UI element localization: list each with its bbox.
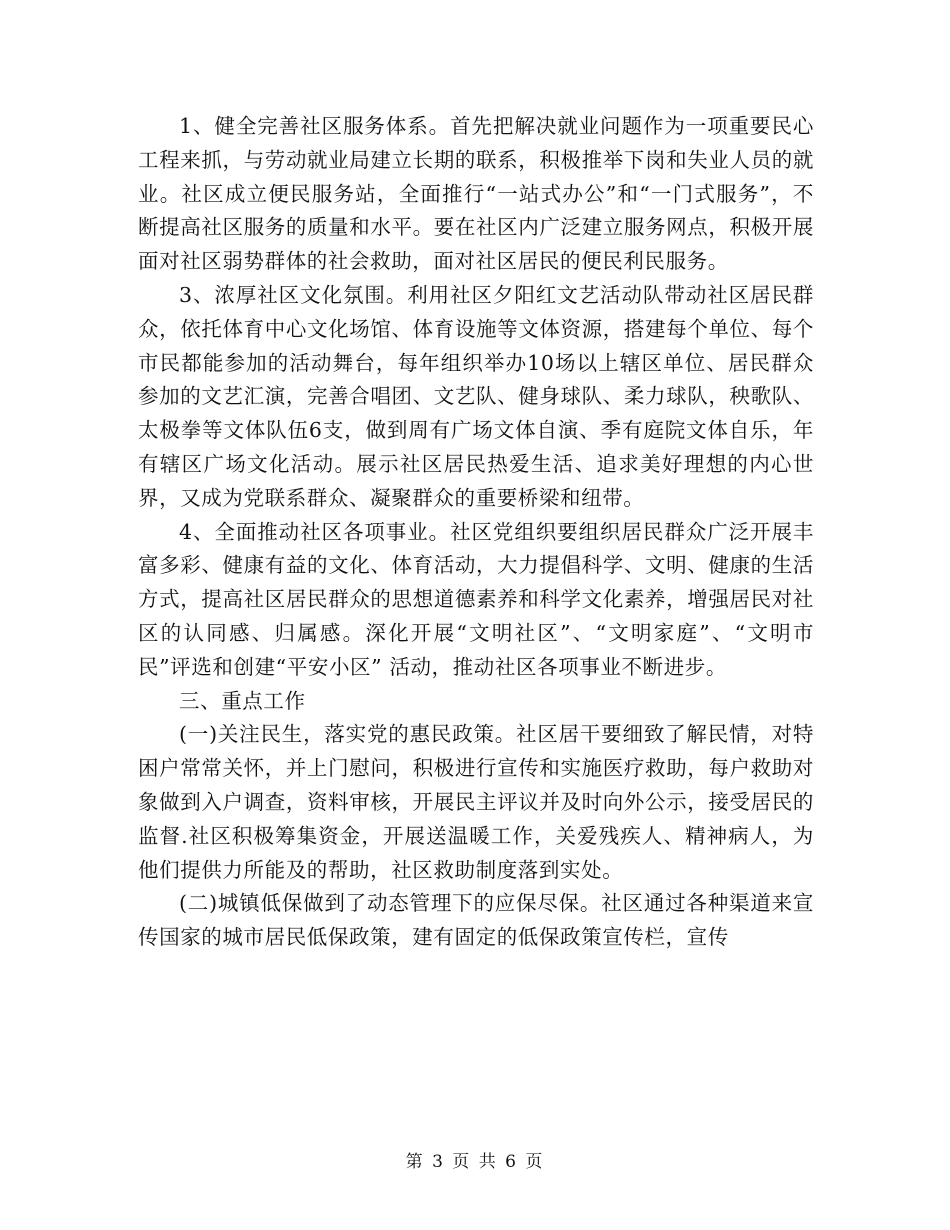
- section-heading-key-work: 三、重点工作: [179, 688, 306, 713]
- paragraph-livelihood: (一)关注民生，落实党的惠民政策。社区居干要细致了解民情，对特困户常常关怀，并上门慰问，积极进行宣传和实施医疗救助，每户救助对象做到入户调查，资料审核，开展民主评议并及时向外公示，接受居民的监督.社区积极筹集资金，开展送温暖工作，关爱残疾人、精神病人，为他们提供力所能及的帮助，社区救助制度落到实处。: [138, 722, 814, 882]
- page-number-footer: 第 3 页 共 6 页: [405, 1152, 545, 1172]
- paragraph-community-service: 1、健全完善社区服务体系。首先把解决就业问题作为一项重要民心工程来抓，与劳动就业局建立长期的联系，积极推举下岗和失业人员的就业。社区成立便民服务站，全面推行“一站式办公”和“一门式服务”，不断提高社区服务的质量和水平。要在社区内广泛建立服务网点，积极开展面对社区弱势群体的社会救助，面对社区居民的便民利民服务。: [138, 114, 814, 274]
- paragraph-community-culture: 3、浓厚社区文化氛围。利用社区夕阳红文艺活动队带动社区居民群众，依托体育中心文化场馆、体育设施等文体资源，搭建每个单位、每个市民都能参加的活动舞台，每年组织举办10场以上辖区单位、居民群众参加的文艺汇演，完善合唱团、文艺队、健身球队、柔力球队，秧歌队、太极拳等文体队伍6支，做到周有广场文体自演、季有庭院文体自乐，年有辖区广场文化活动。展示社区居民热爱生活、追求美好理想的内心世界，又成为党联系群众、凝聚群众的重要桥梁和纽带。: [138, 282, 814, 510]
- document-body: [138, 110, 814, 955]
- paragraph-community-affairs: 4、全面推动社区各项事业。社区党组织要组织居民群众广泛开展丰富多彩、健康有益的文化、体育活动，大力提倡科学、文明、健康的生活方式，提高社区居民群众的思想道德素养和科学文化素养，增强居民对社区的认同感、归属感。深化开展“文明社区”、“文明家庭”、“文明市民”评选和创建“平安小区” 活动，推动社区各项事业不断进步。: [138, 519, 814, 679]
- paragraph-minimum-living-security: (二)城镇低保做到了动态管理下的应保尽保。社区通过各种渠道来宣传国家的城市居民低保政策，建有固定的低保政策宣传栏，宣传: [138, 891, 814, 950]
